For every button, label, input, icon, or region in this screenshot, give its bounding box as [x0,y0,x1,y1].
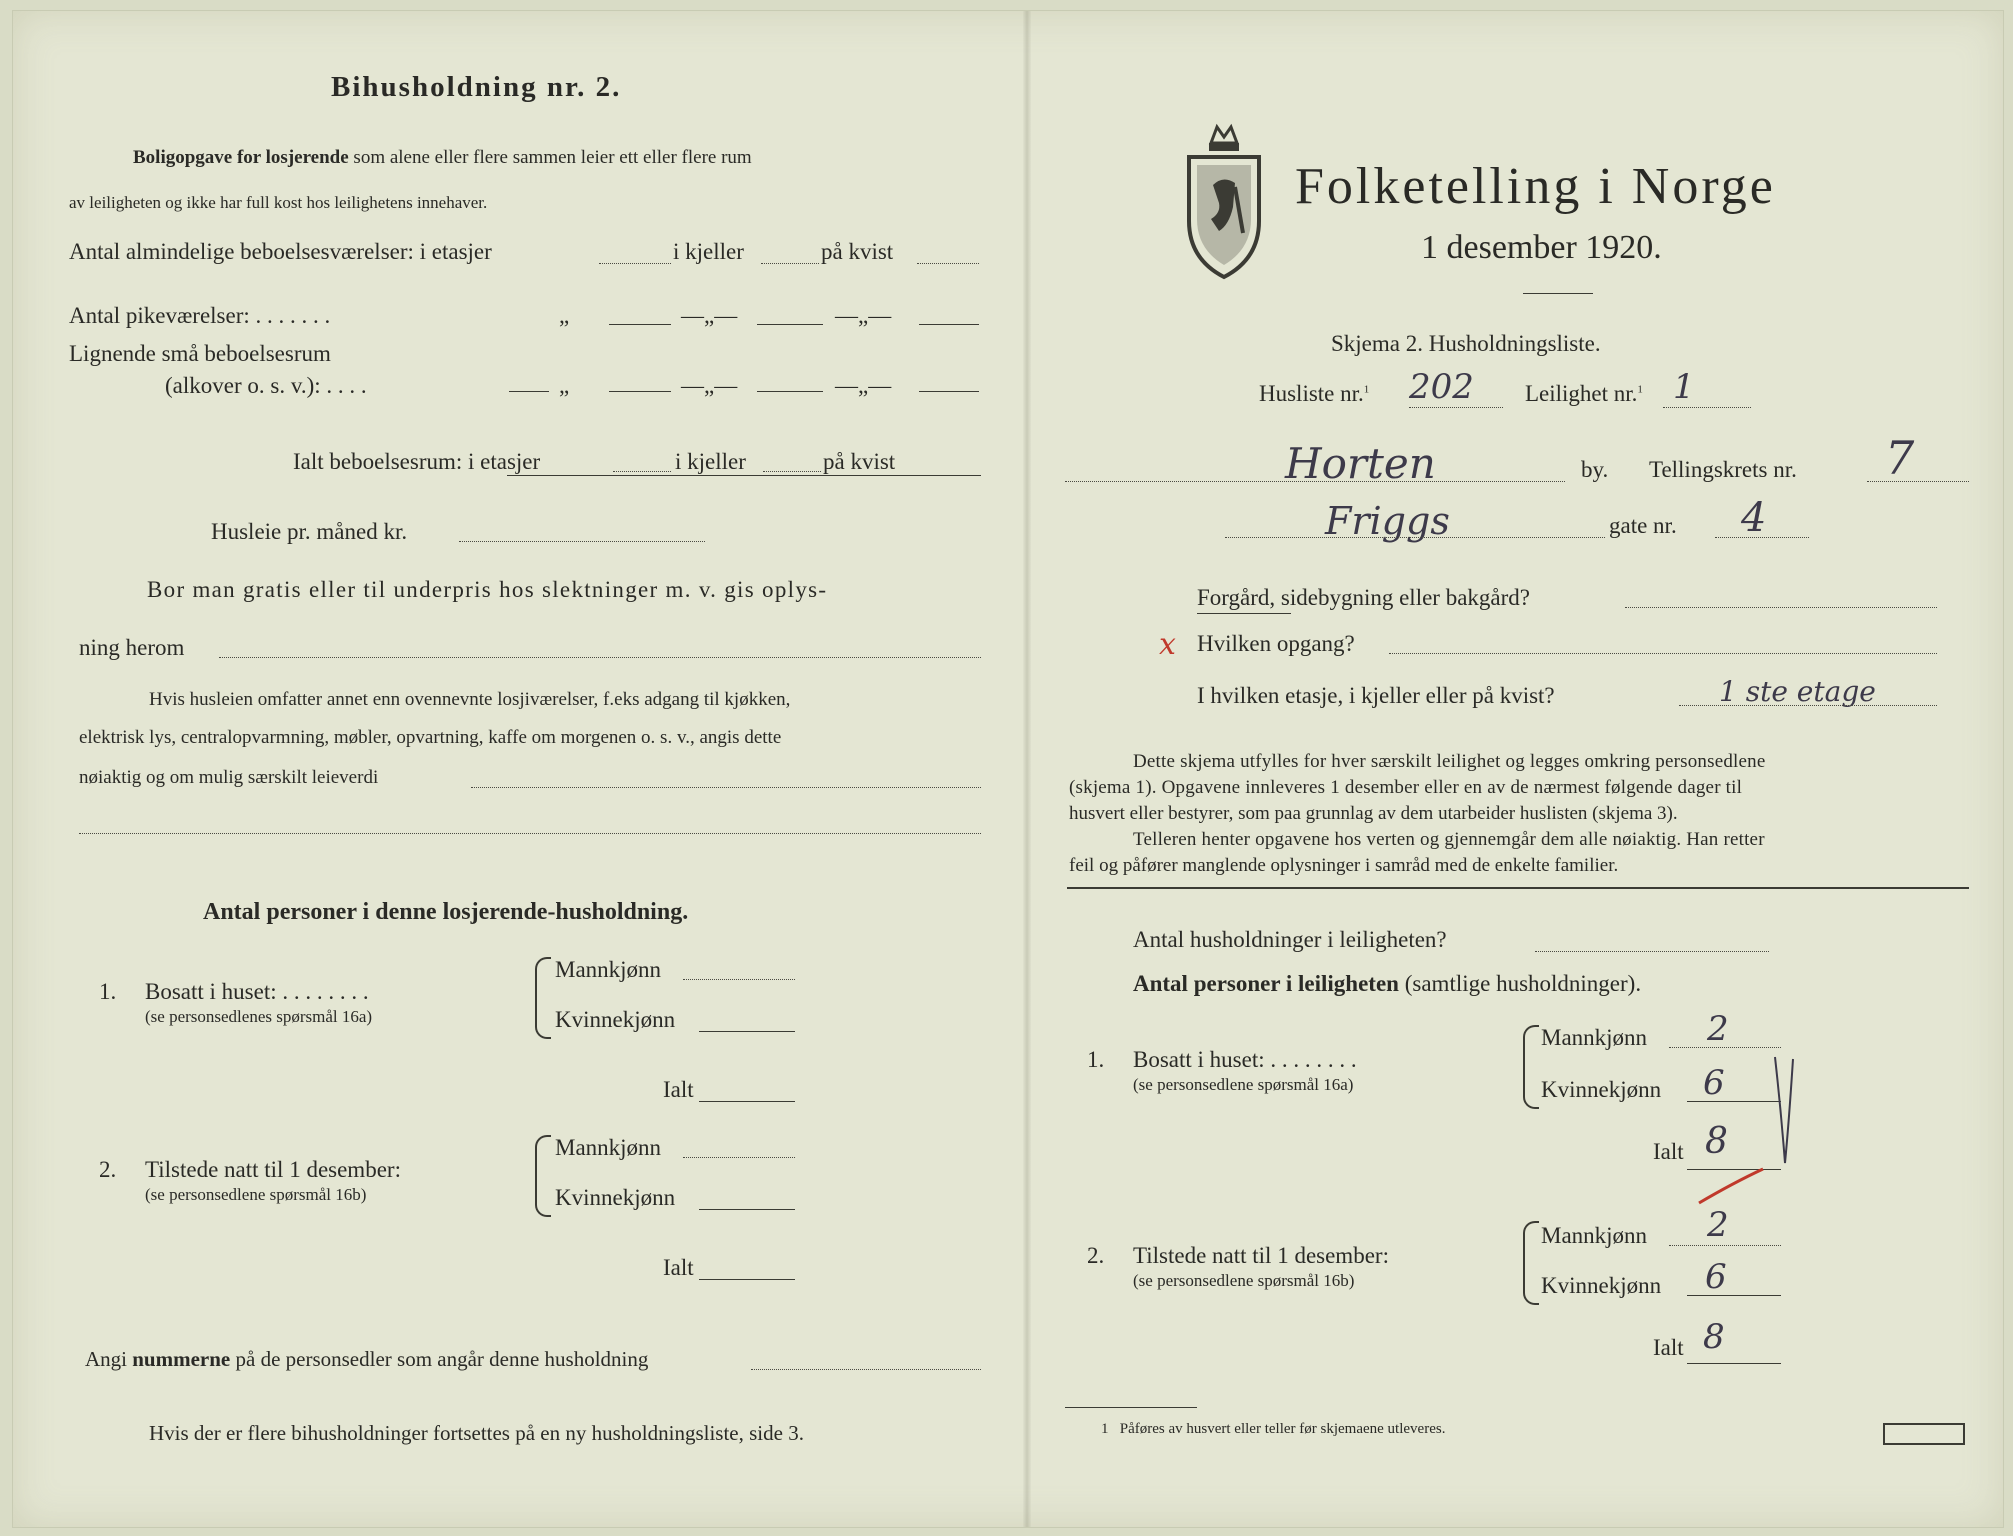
left-q2-sub: (se personsedlene spørsmål 16b) [145,1185,367,1204]
intro-line-1 [133,147,752,169]
footnote [1101,1421,1445,1438]
row2-ditto-3: —„— [835,303,892,328]
right-q2-mann: Mannkjønn [1541,1223,1648,1248]
row1-kjeller: i kjeller [673,239,744,264]
hvis-line-3: nøiaktig og om mulig særskilt leieverdi [79,767,379,788]
printer-stamp [1883,1423,1965,1445]
antal-personer-line [1133,971,1641,997]
krets-label: Tellingskrets nr. [1649,457,1797,482]
info-rule [1067,887,1969,889]
row3-label-1: Lignende små beboelsesrum [69,341,331,366]
opgang-question: Hvilken opgang? [1197,631,1355,656]
husliste-line: Husliste nr.$^1$ [1259,381,1370,406]
gate-value: Friggs [1325,499,1450,543]
right-q1-ialt: Ialt [1653,1139,1684,1164]
right-q1-sub: (se personsedlene spørsmål 16a) [1133,1075,1354,1094]
right-q1-kvinne-value: 6 [1703,1063,1725,1103]
left-title: Bihusholdning nr. 2. [331,71,622,103]
footnote-text: Påføres av husvert eller teller før skjemaene utleveres. [1119,1421,1446,1437]
left-q1-label: Bosatt i huset: . . . . . . . . [145,979,369,1004]
leilighet-label: Leilighet nr. [1525,381,1638,406]
by-value: Horten [1285,439,1436,488]
norwegian-coat-of-arms-icon [1183,123,1265,281]
row2-ditto-1: „ [559,303,570,328]
info-line-5: feil og påfører manglende oplysninger i samråd med de enkelte familier. [1069,855,1619,876]
hvis-line-1: Hvis husleien omfatter annet enn ovennevnte losjiværelser, f.eks adgang til kjøkken, [149,689,791,710]
intro-bold: Boligopgave for losjerende [133,147,349,168]
page-fold [1023,11,1031,1527]
krets-value: 7 [1885,431,1915,485]
right-q1-ialt-value: 8 [1705,1121,1728,1162]
row3-ditto-1: „ [559,373,570,398]
left-q1-sub: (se personsedlenes spørsmål 16a) [145,1007,373,1026]
husleie-label: Husleie pr. måned kr. [211,519,408,544]
opgang-red-mark: x [1159,627,1176,662]
left-q2-kvinne: Kvinnekjønn [555,1185,676,1210]
ialt-rum-label: Ialt beboelsesrum: i etasjer [293,449,541,474]
left-q2-num: 2. [99,1157,117,1182]
right-q1-label: Bosatt i huset: . . . . . . . . [1133,1047,1357,1072]
ialt-kvist: på kvist [823,449,896,474]
antal-personer-rest: (samtlige husholdninger). [1404,971,1642,996]
left-q1-ialt: Ialt [663,1077,694,1102]
right-q2-sub: (se personsedlene spørsmål 16b) [1133,1271,1355,1290]
right-q2-mann-value: 2 [1707,1205,1729,1245]
gratis-line-1: Bor man gratis eller til underpris hos slektninger m. v. gis oplys- [147,577,828,602]
angi-bold: nummerne [132,1347,231,1371]
left-q2-brace [535,1135,551,1217]
left-q1-kvinne: Kvinnekjønn [555,1007,676,1032]
right-q2-ialt-value: 8 [1703,1317,1725,1357]
left-q1-mann: Mannkjønn [555,957,662,982]
right-q2-num: 2. [1087,1243,1105,1268]
info-line-3: husvert eller bestyrer, som paa grunnlag av dem utarbeider huslisten (skjema 3). [1069,803,1678,824]
left-antal-heading: Antal personer i denne losjerende-husholdning. [203,899,689,925]
right-q2-label: Tilstede natt til 1 desember: [1133,1243,1389,1268]
right-q1-kvinne-label: Kvinnekjønn [1541,1077,1662,1102]
row3-ditto-3: —„— [835,373,892,398]
hvis-line-2: elektrisk lys, centralopvarmning, møbler, opvartning, kaffe om morgenen o. s. v., angis dette [79,727,782,748]
right-title: Folketelling i Norge [1295,158,1776,215]
right-q1-num: 1. [1087,1047,1105,1072]
left-q1-num: 1. [99,979,117,1004]
antal-husholdninger: Antal husholdninger i leiligheten? [1133,927,1447,952]
left-q1-brace [535,957,551,1039]
info-line-2: (skjema 1). Opgavene innleveres 1 desember eller en av de nærmest følgende dager til [1069,777,1743,798]
husliste-label: Husliste nr. [1259,381,1364,406]
checkmark-annotations-icon [1693,1051,1803,1211]
etasje-value: 1 ste etage [1719,675,1876,708]
etasje-question: I hvilken etasje, i kjeller eller på kvist? [1197,683,1555,708]
forgard-underline [1197,613,1291,614]
left-q2-ialt: Ialt [663,1255,694,1280]
ialt-kjeller: i kjeller [675,449,746,474]
row1-kvist: på kvist [821,239,894,264]
right-q1-mann-value: 2 [1707,1009,1729,1049]
intro-line-2: av leiligheten og ikke har full kost hos leilighetens innehaver. [69,193,488,212]
forgard-question: Forgård, sidebygning eller bakgård? [1197,585,1530,610]
by-label: by. [1581,457,1609,482]
footnote-number: 1 [1101,1421,1109,1437]
leilighet-line: Leilighet nr.$^1$ [1525,381,1643,406]
row2-ditto-2: —„— [681,303,738,328]
gratis-line-2: ning herom [79,635,185,660]
right-q2-ialt: Ialt [1653,1335,1684,1360]
skjema-line: Skjema 2. Husholdningsliste. [1331,331,1601,356]
right-q1-brace [1523,1025,1539,1109]
left-q2-label: Tilstede natt til 1 desember: [145,1157,401,1182]
left-footer: Hvis der er flere bihusholdninger fortsettes på en ny husholdningsliste, side 3. [149,1421,804,1445]
gate-label: gate nr. [1609,513,1677,538]
row3-ditto-2: —„— [681,373,738,398]
angi-rest: på de personsedler som angår denne husholdning [235,1347,649,1371]
right-date: 1 desember 1920. [1421,229,1662,266]
antal-personer-bold: Antal personer i leiligheten [1133,971,1399,996]
info-line-1: Dette skjema utfylles for hver særskilt leilighet og legges omkring personsedlene [1133,751,1766,772]
row1-label: Antal almindelige beboelsesværelser: i etasjer [69,239,492,264]
row2-label: Antal pikeværelser: . . . . . . . [69,303,331,328]
info-line-4: Telleren henter opgavene hos verten og gjennemgår dem alle nøiaktig. Han retter [1133,829,1765,850]
right-q1-mann: Mannkjønn [1541,1025,1648,1050]
row3-label-2: (alkover o. s. v.): . . . . [165,373,367,398]
angi-line [85,1347,648,1372]
leilighet-value: 1 [1673,367,1695,407]
left-q2-mann: Mannkjønn [555,1135,662,1160]
right-q2-kvinne: Kvinnekjønn [1541,1273,1662,1298]
census-form-sheet [12,10,2004,1528]
gate-nr-value: 4 [1741,495,1767,541]
angi-pre: Angi [85,1347,127,1371]
husliste-value: 202 [1409,367,1474,407]
right-q2-brace [1523,1221,1539,1305]
intro-rest: som alene eller flere sammen leier ett eller flere rum [353,147,752,168]
right-q2-kvinne-value: 6 [1705,1257,1727,1297]
